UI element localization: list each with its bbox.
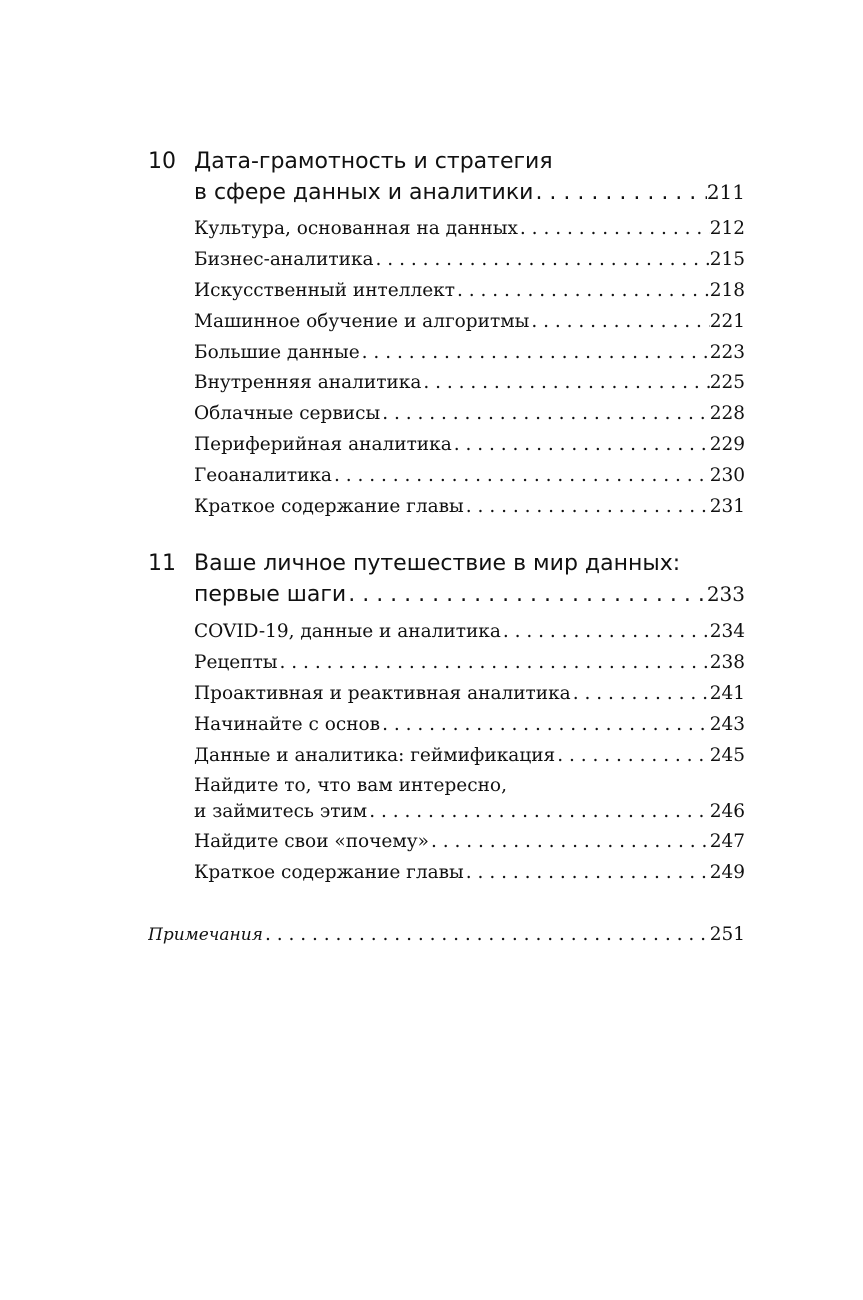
toc-entry[interactable] — [194, 338, 745, 368]
section-title: Начинайте с основ — [194, 714, 381, 735]
dot-leader — [464, 858, 710, 888]
toc-entry[interactable] — [194, 276, 745, 306]
page-number: 229 — [709, 434, 745, 455]
page-number: 212 — [709, 218, 745, 239]
section-title-line1: Найдите то, что вам интересно, — [194, 775, 507, 796]
dot-leader — [263, 920, 710, 950]
toc-entry[interactable] — [194, 368, 745, 398]
dot-leader — [455, 276, 710, 306]
page-number: 231 — [709, 496, 745, 517]
chapter-10-heading — [148, 147, 745, 177]
dot-leader — [421, 368, 709, 398]
dot-leader — [518, 214, 710, 244]
chapter-title-line2: в сфере данных и аналитики — [194, 180, 534, 205]
toc-entry[interactable] — [194, 679, 745, 709]
dot-leader — [380, 399, 710, 429]
dot-leader — [374, 245, 710, 275]
dot-leader — [533, 178, 706, 207]
toc-entry[interactable] — [194, 858, 745, 888]
section-title: Культура, основанная на данных — [194, 218, 518, 239]
page-number: 245 — [709, 745, 745, 766]
dot-leader — [452, 430, 710, 460]
page-number: 215 — [709, 249, 745, 270]
dot-leader — [555, 741, 709, 771]
toc-entry[interactable] — [194, 797, 745, 827]
page-number: 246 — [709, 801, 745, 822]
dot-leader — [332, 461, 710, 491]
toc-entry[interactable] — [194, 648, 745, 678]
toc-entry[interactable] — [194, 492, 745, 522]
dot-leader — [501, 617, 710, 647]
toc-entry[interactable] — [194, 214, 745, 244]
section-title: Большие данные — [194, 342, 360, 363]
section-title: Рецепты — [194, 652, 278, 673]
chapter-title-line1: Ваше личное путешествие в мир данных: — [194, 551, 681, 576]
toc-entry[interactable] — [194, 741, 745, 771]
section-title: Краткое содержание главы — [194, 496, 464, 517]
page-number: 243 — [709, 714, 745, 735]
toc-entry[interactable] — [194, 430, 745, 460]
page-number: 230 — [709, 465, 745, 486]
dot-leader — [429, 827, 710, 857]
dot-leader — [464, 492, 710, 522]
chapter-title-line1: Дата-грамотность и стратегия — [194, 149, 553, 174]
page-number: 234 — [709, 621, 745, 642]
toc-entry[interactable] — [194, 461, 745, 491]
section-title: Периферийная аналитика — [194, 434, 452, 455]
section-title: Машинное обучение и алгоритмы — [194, 311, 530, 332]
page-number: 241 — [709, 683, 745, 704]
section-title: Внутренняя аналитика — [194, 372, 422, 393]
page-number: 238 — [709, 652, 745, 673]
toc-entry-notes[interactable] — [148, 920, 745, 950]
page-number: 228 — [709, 403, 745, 424]
section-title: Данные и аналитика: геймификация — [194, 745, 556, 766]
page-number: 218 — [709, 280, 745, 301]
page-number: 251 — [709, 924, 745, 945]
dot-leader — [278, 648, 710, 678]
chapter-number: 11 — [148, 551, 176, 576]
dot-leader — [367, 797, 709, 827]
dot-leader — [571, 679, 710, 709]
section-title: Искусственный интеллект — [194, 280, 455, 301]
section-title: COVID-19, данные и аналитика — [194, 621, 501, 642]
section-title: Найдите свои «почему» — [194, 831, 429, 852]
page-number: 225 — [709, 372, 745, 393]
section-title: Облачные сервисы — [194, 403, 381, 424]
page-number: 211 — [706, 180, 745, 204]
toc-entry[interactable] — [194, 245, 745, 275]
toc-entry-chapter-11[interactable] — [194, 579, 745, 609]
section-title: Бизнес-аналитика — [194, 249, 374, 270]
dot-leader — [529, 307, 709, 337]
toc-entry[interactable] — [194, 710, 745, 740]
toc-entry-chapter-10[interactable] — [194, 177, 745, 207]
dot-leader — [380, 710, 710, 740]
toc-entry[interactable] — [194, 617, 745, 647]
toc-entry[interactable] — [194, 827, 745, 857]
page-number: 249 — [709, 862, 745, 883]
dot-leader — [360, 338, 710, 368]
section-title: Краткое содержание главы — [194, 862, 464, 883]
chapter-title-line2: первые шаги — [194, 582, 347, 607]
toc-entry[interactable] — [194, 307, 745, 337]
dot-leader — [346, 580, 707, 609]
section-title: Проактивная и реактивная аналитика — [194, 683, 571, 704]
section-title: Геоаналитика — [194, 465, 332, 486]
page-number: 247 — [709, 831, 745, 852]
page-number: 221 — [709, 311, 745, 332]
chapter-number: 10 — [148, 149, 176, 174]
notes-title: Примечания — [148, 925, 263, 945]
page-number: 223 — [709, 342, 745, 363]
section-title: и займитесь этим — [194, 801, 368, 822]
toc-entry[interactable] — [194, 399, 745, 429]
page-number: 233 — [706, 582, 745, 606]
chapter-11-heading — [148, 549, 745, 579]
